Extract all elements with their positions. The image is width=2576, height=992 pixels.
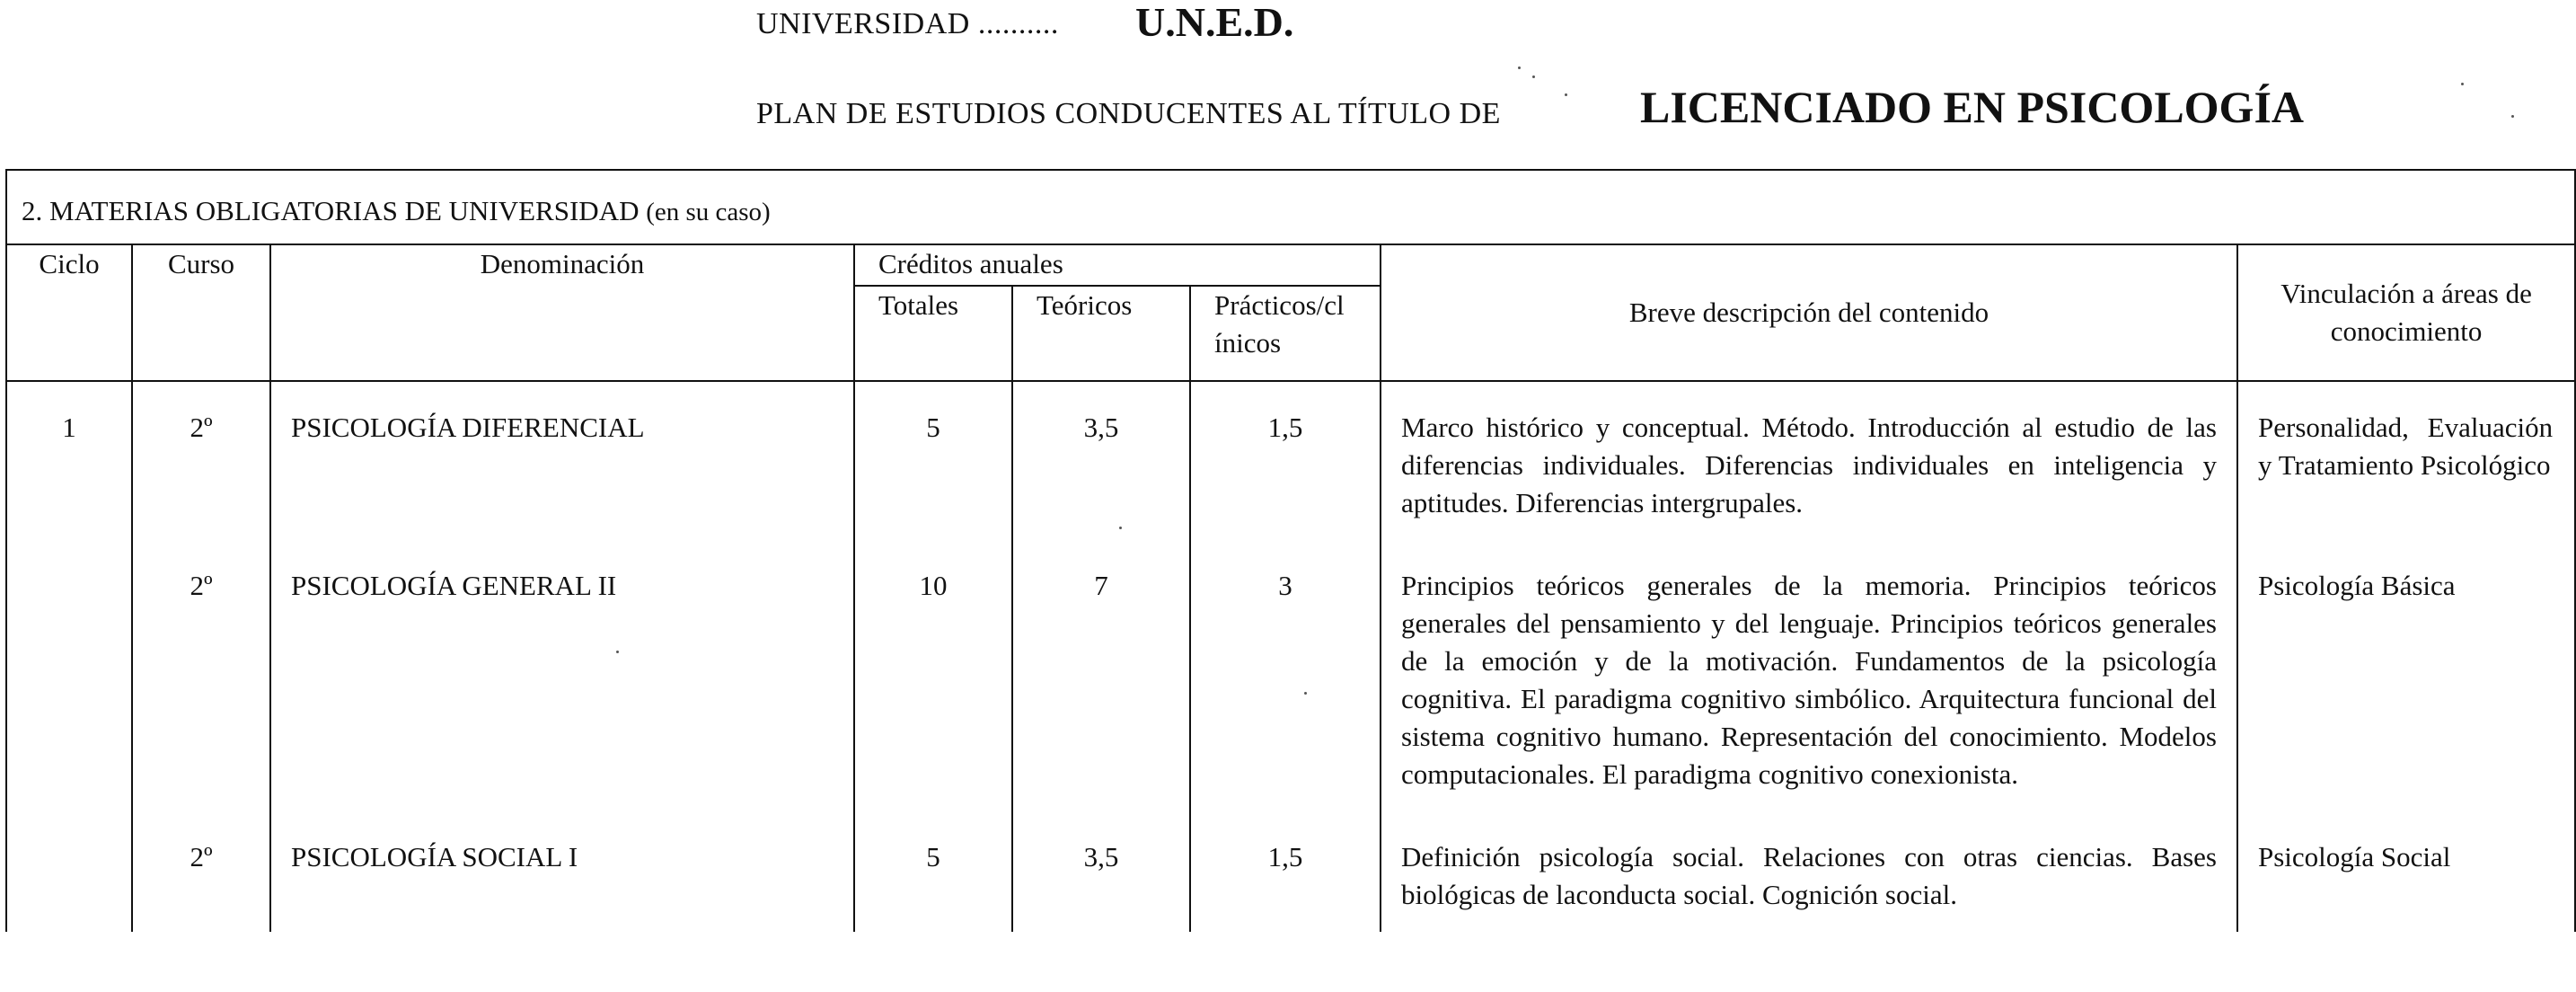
- degree-title: LICENCIADO EN PSICOLOGÍA: [1640, 82, 2305, 132]
- cell-descripcion: Definición psicología social. Relaciones con otras ciencias. Bases biológicas de laconducta social. Cognición social.: [1381, 811, 2237, 932]
- cell-ciclo: [6, 811, 132, 932]
- cell-vinculacion: Psicología Básica: [2237, 540, 2575, 811]
- scan-speck: [2511, 115, 2514, 118]
- cell-teoricos: 3,5: [1012, 811, 1190, 932]
- cell-denominacion: PSICOLOGÍA SOCIAL I: [270, 811, 854, 932]
- col-header-totales: Totales: [854, 286, 1012, 381]
- university-label: UNIVERSIDAD ..........: [756, 7, 1059, 40]
- cell-ciclo: [6, 540, 132, 811]
- cell-denominacion: PSICOLOGÍA GENERAL II: [270, 540, 854, 811]
- cell-descripcion: Principios teóricos generales de la memoria. Principios teóricos generales del pensamiento y del lenguaje. Principios teóricos generales de la emoción y de la motivación. Fundamentos de la psicología cognitiva. El paradigma cognitivo simbólico. Arquitectura funcional del sistema cognitivo humano. Representación del conocimiento. Modelos computacionales. El paradigma cognitivo conexionista.: [1381, 540, 2237, 811]
- section-title: 2. MATERIAS OBLIGATORIAS DE UNIVERSIDAD: [22, 195, 640, 226]
- table-row: [6, 540, 2575, 811]
- scan-speck: [2461, 83, 2464, 85]
- col-header-denominacion: Denominación: [270, 244, 854, 381]
- cell-teoricos: 7: [1012, 540, 1190, 811]
- section-note: (en su caso): [646, 198, 771, 226]
- cell-curso: 2º: [132, 540, 270, 811]
- col-header-ciclo: Ciclo: [6, 244, 132, 381]
- university-name: U.N.E.D.: [1135, 0, 1294, 45]
- col-header-creditos: Créditos anuales: [854, 244, 1381, 286]
- cell-totales: 5: [854, 811, 1012, 932]
- cell-practicos: 1,5: [1190, 811, 1381, 932]
- scan-speck: [1565, 93, 1567, 96]
- table-row: [6, 811, 2575, 932]
- cell-vinculacion: Personalidad, Evaluación y Tratamiento Psicológico: [2237, 381, 2575, 540]
- col-header-teoricos: Teóricos: [1012, 286, 1190, 381]
- col-header-vinculacion: Vinculación a áreas de conocimiento: [2237, 244, 2575, 381]
- cell-teoricos: 3,5: [1012, 381, 1190, 540]
- table-row: [6, 381, 2575, 540]
- scan-speck: [1532, 75, 1535, 78]
- col-header-descripcion: Breve descripción del contenido: [1381, 244, 2237, 381]
- cell-ciclo: 1: [6, 381, 132, 540]
- cell-descripcion: Marco histórico y conceptual. Método. Introducción al estudio de las diferencias individuales. Diferencias individuales en inteligencia y aptitudes. Diferencias intergrupales.: [1381, 381, 2237, 540]
- cell-curso: 2º: [132, 381, 270, 540]
- cell-curso: 2º: [132, 811, 270, 932]
- cell-denominacion: PSICOLOGÍA DIFERENCIAL: [270, 381, 854, 540]
- col-header-practicos: Prácticos/cl ínicos: [1190, 286, 1381, 381]
- plan-label: PLAN DE ESTUDIOS CONDUCENTES AL TÍTULO DE: [756, 97, 1501, 130]
- cell-practicos: 3: [1190, 540, 1381, 811]
- study-plan-table: [5, 169, 2576, 932]
- cell-totales: 5: [854, 381, 1012, 540]
- section-title-cell: [6, 170, 2575, 244]
- cell-practicos: 1,5: [1190, 381, 1381, 540]
- scan-speck: [1518, 66, 1521, 69]
- col-header-curso: Curso: [132, 244, 270, 381]
- cell-totales: 10: [854, 540, 1012, 811]
- cell-vinculacion: Psicología Social: [2237, 811, 2575, 932]
